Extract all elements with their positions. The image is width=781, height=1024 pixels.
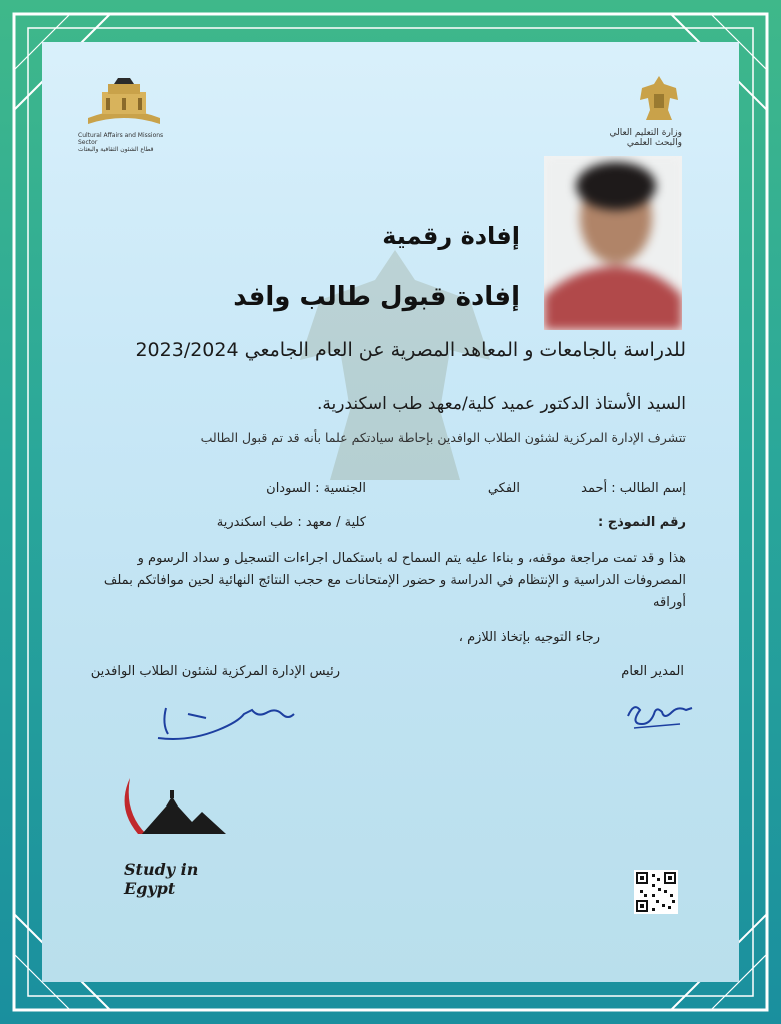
- left-logo-caption-en: Cultural Affairs and Missions Sector: [78, 132, 164, 146]
- body-line-1: هذا و قد تمت مراجعة موقفه، و بناءا عليه يتم السماح له باستكمال اجراءات التسجيل و سداد الرسوم و: [137, 551, 686, 566]
- general-manager-signature: [620, 694, 696, 734]
- director-signature: [148, 694, 298, 750]
- closing-line: رجاء التوجيه بإتخاذ اللازم ،: [458, 630, 600, 645]
- qr-code: [634, 870, 678, 914]
- body-line-2: المصروفات الدراسية و الإنتظام في الدراسة و حضور الإمتحانات مع حجب النتائج النهائية لحين موافاتكم بملف: [103, 573, 686, 588]
- egypt-eagle-logo: [638, 74, 680, 122]
- study-year-line: للدراسة بالجامعات و المعاهد المصرية عن العام الجامعي 2023/2024: [135, 339, 686, 361]
- faculty-field: كلية / معهد : طب اسكندرية: [216, 515, 366, 530]
- form-number-field: رقم النموذج :: [598, 515, 686, 530]
- study-in-egypt-logo: [116, 772, 246, 862]
- body-line-3: أوراقه: [653, 595, 686, 610]
- left-logo-caption-ar: قطاع الشئون الثقافية والبعثات: [78, 146, 154, 153]
- nationality-field: الجنسية : السودان: [266, 481, 366, 496]
- left-logo-caption: [78, 132, 178, 153]
- intro-line: تتشرف الإدارة المركزية لشئون الطلاب الوافدين بإحاطة سيادتكم علما بأنه قد تم قبول الطالب: [200, 430, 686, 445]
- eagle-watermark: [290, 240, 500, 500]
- document-title: إفادة رقمية: [382, 222, 520, 250]
- salutation: السيد الأستاذ الدكتور عميد كلية/معهد طب اسكندرية.: [316, 394, 686, 414]
- document-subtitle: إفادة قبول طالب وافد: [233, 282, 520, 312]
- signatory-right-title: المدير العام: [621, 664, 684, 679]
- study-in-egypt-text: Study in Egypt: [124, 860, 199, 898]
- student-name-field: إسم الطالب : أحمد: [581, 481, 686, 496]
- cultural-affairs-logo: [78, 74, 170, 130]
- student-photo: [544, 156, 682, 330]
- student-name-part2: الفكي: [487, 481, 520, 496]
- ministry-caption: وزارة التعليم العالي والبحث العلمي: [609, 128, 682, 148]
- body-paragraph: [96, 548, 686, 614]
- signatory-left-title: رئيس الإدارة المركزية لشئون الطلاب الوافدين: [90, 664, 340, 679]
